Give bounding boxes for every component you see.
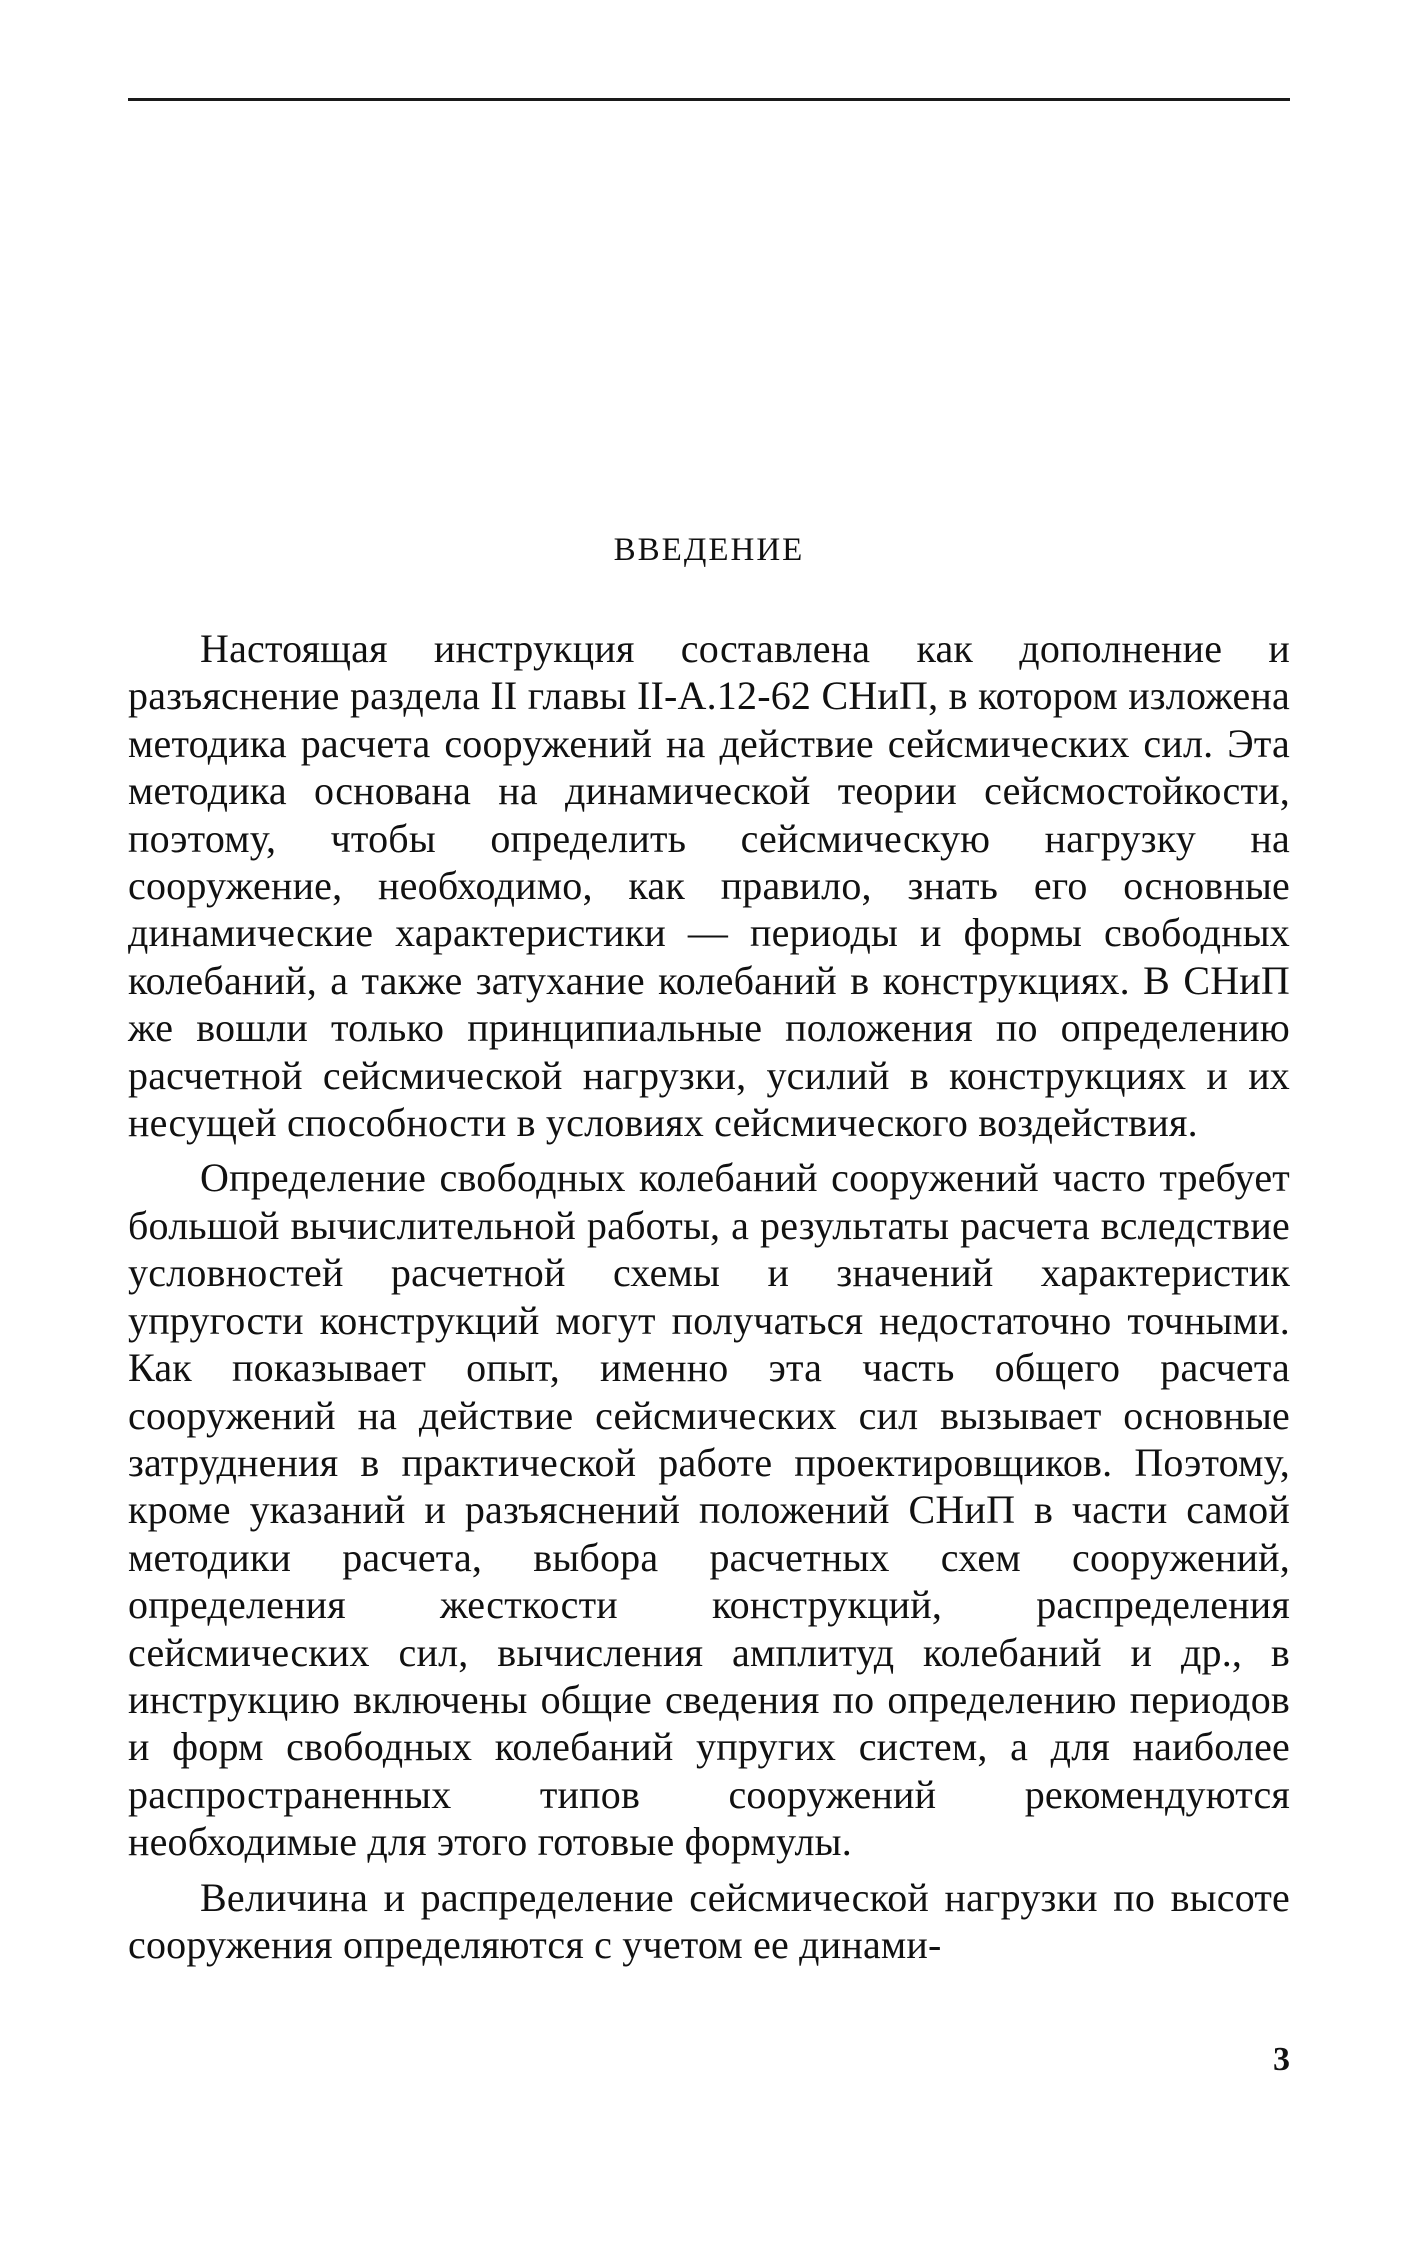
- top-rule: [128, 98, 1290, 101]
- page-title: ВВЕДЕНИЕ: [613, 532, 805, 568]
- page-number: 3: [1273, 2041, 1290, 2078]
- body-text: [128, 625, 1290, 1976]
- paragraph-1: Настоящая инструкция составлена как дополнение и разъяснение раздела II главы II-А.12-62 СНиП, в котором изложена методика расчета сооружений на действие сейсмических сил. Эта методика основана на динамической теории сейсмостойкости, поэтому, чтобы определить сейсмическую нагрузку на сооружение, необходимо, как правило, знать его основные динамические характеристики — периоды и формы свободных колебаний, а также затухание колебаний в конструкциях. В СНиП же вошли только принципиальные положения по определению расчетной сейсмической нагрузки, усилий в конструкциях и их несущей способности в условиях сейсмического воздействия.: [128, 626, 1290, 1146]
- paragraph-3: Величина и распределение сейсмической нагрузки по высоте сооружения определяются с учетом ее динами-: [128, 1874, 1290, 1967]
- paragraph-2: Определение свободных колебаний сооружений часто требует большой вычислительной работы, а результаты расчета вследствие условностей расчетной схемы и значений характеристик упругости конструкций могут получаться недостаточно точными. Как показывает опыт, именно эта часть общего расчета сооружений на действие сейсмических сил вызывает основные затруднения в практической работе проектировщиков. Поэтому, кроме указаний и разъяснений положений СНиП в части самой методики расчета, выбора расчетных схем сооружений, определения жесткости конструкций, распределения сейсмических сил, вычисления амплитуд колебаний и др., в инструкцию включены общие сведения по определению периодов и форм свободных колебаний упругих систем, а для наиболее распространенных типов сооружений рекомендуются необходимые для этого готовые формулы.: [128, 1155, 1290, 1865]
